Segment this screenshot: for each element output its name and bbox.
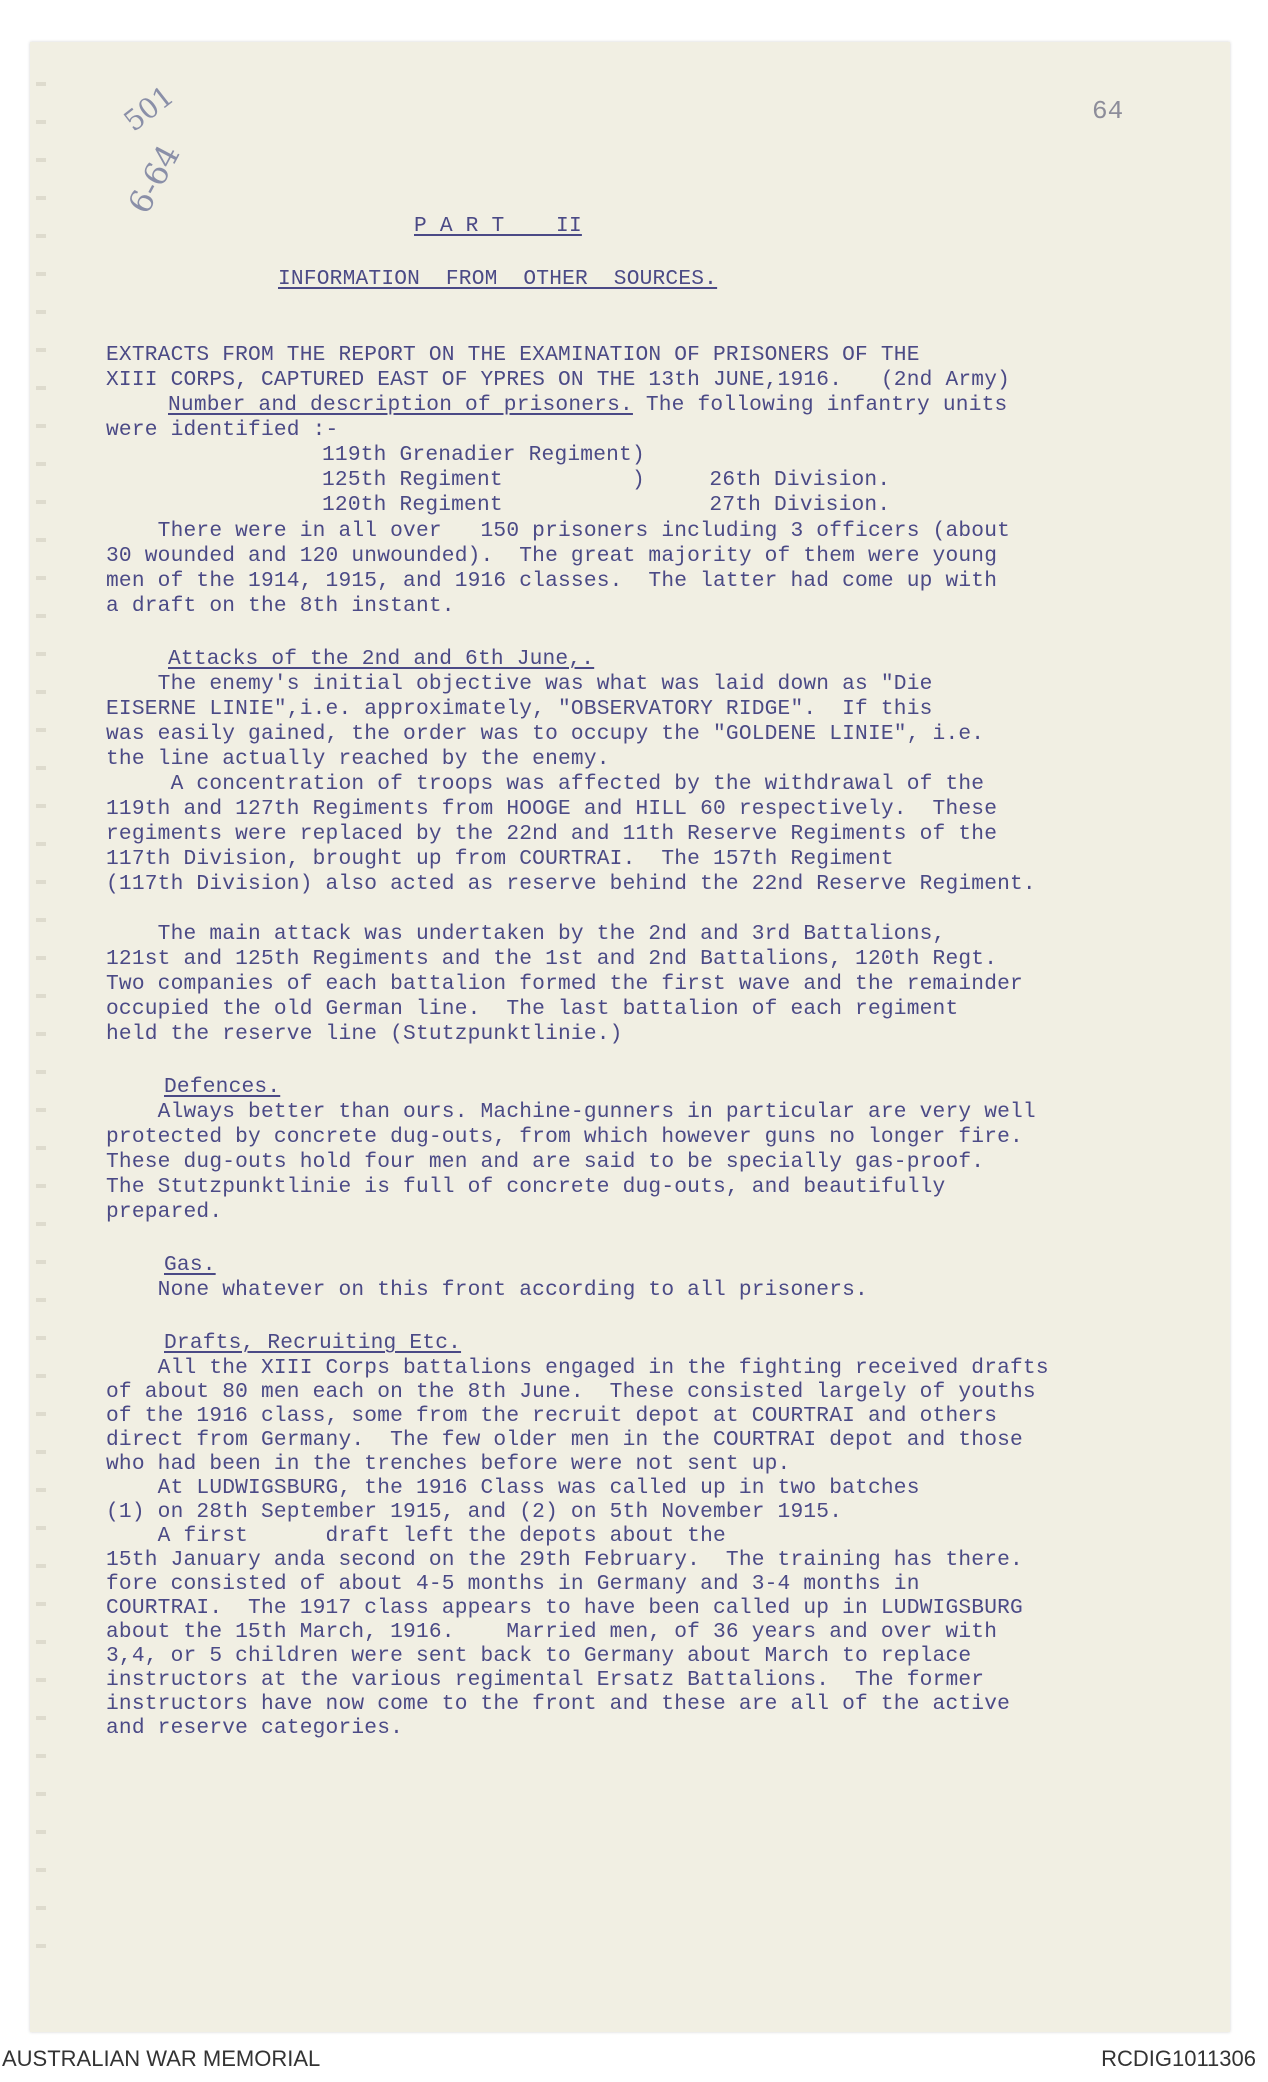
defences-body-line: prepared.: [106, 1200, 223, 1224]
drafts-body-line: All the XIII Corps battalions engaged in the fighting received drafts: [106, 1356, 1049, 1380]
prisoners-heading: Number and description of prisoners.: [168, 393, 633, 417]
drafts-body-line: fore consisted of about 4-5 months in Germany and 3-4 months in: [106, 1572, 920, 1596]
attacks-body-line: regiments were replaced by the 22nd and 11th Reserve Regiments of the: [106, 822, 998, 846]
attacks-body2-line: held the reserve line (Stutzpunktlinie.): [106, 1022, 623, 1046]
prisoners-heading-line: [168, 393, 1007, 418]
prisoners-lead: The following infantry units: [632, 393, 1008, 417]
gas-body: None whatever on this front according to all prisoners.: [106, 1278, 868, 1302]
attacks-body2-line: 121st and 125th Regiments and the 1st and 2nd Battalions, 120th Regt.: [106, 947, 998, 971]
defences-heading: Defences.: [164, 1075, 281, 1099]
drafts-body-line: of about 80 men each on the 8th June. These consisted largely of youths: [106, 1380, 1036, 1404]
drafts-body-line: who had been in the trenches before were not sent up.: [106, 1452, 791, 1476]
prisoners-body-line: men of the 1914, 1915, and 1916 classes. The latter had come up with: [106, 569, 998, 593]
prisoners-lead-2: were identified :-: [106, 418, 339, 442]
attacks-body-line: A concentration of troops was affected by the withdrawal of the: [106, 772, 985, 796]
attacks-body2-line: Two companies of each battalion formed the first wave and the remainder: [106, 972, 1023, 996]
drafts-body-line: (1) on 28th September 1915, and (2) on 5th November 1915.: [106, 1500, 843, 1524]
folio-range-annotation: 6-64: [120, 138, 188, 220]
prisoners-body-line: There were in all over 150 prisoners including 3 officers (about: [106, 519, 1011, 543]
attacks-body-line: (117th Division) also acted as reserve behind the 22nd Reserve Regiment.: [106, 872, 1036, 896]
drafts-body-line: At LUDWIGSBURG, the 1916 Class was called up in two batches: [106, 1476, 920, 1500]
drafts-body-line: A first draft left the depots about the: [106, 1524, 726, 1548]
prisoners-body-line: a draft on the 8th instant.: [106, 594, 455, 618]
prisoners-body-line: 30 wounded and 120 unwounded). The great majority of them were young: [106, 544, 998, 568]
attacks-body2-line: The main attack was undertaken by the 2nd and 3rd Battalions,: [106, 922, 946, 946]
attacks-body-line: the line actually reached by the enemy.: [106, 747, 610, 771]
attacks-heading: Attacks of the 2nd and 6th June,.: [168, 647, 595, 671]
defences-body-line: Always better than ours. Machine-gunners in particular are very well: [106, 1100, 1036, 1124]
attacks-body-line: 119th and 127th Regiments from HOOGE and HILL 60 respectively. These: [106, 797, 998, 821]
drafts-body-line: instructors at the various regimental Ersatz Battalions. The former: [106, 1668, 985, 1692]
drafts-body-line: direct from Germany. The few older men in the COURTRAI depot and those: [106, 1428, 1023, 1452]
attacks-body-line: was easily gained, the order was to occupy the "GOLDENE LINIE", i.e.: [106, 722, 985, 746]
drafts-body-line: of the 1916 class, some from the recruit depot at COURTRAI and others: [106, 1404, 998, 1428]
intro-line-1: EXTRACTS FROM THE REPORT ON THE EXAMINATION OF PRISONERS OF THE: [106, 343, 920, 367]
attacks-body-line: EISERNE LINIE",i.e. approximately, "OBSERVATORY RIDGE". If this: [106, 697, 933, 721]
section-subtitle: INFORMATION FROM OTHER SOURCES.: [278, 267, 718, 291]
drafts-body-line: 15th January anda second on the 29th February. The training has there.: [106, 1548, 1023, 1572]
footer-record-id: RCDIG1011306: [1101, 2046, 1256, 2071]
gas-heading: Gas.: [164, 1253, 216, 1277]
drafts-body-line: instructors have now come to the front and these are all of the active: [106, 1692, 1011, 1716]
part-heading: P A R T II: [414, 214, 582, 238]
attacks-body2-line: occupied the old German line. The last battalion of each regiment: [106, 997, 959, 1021]
attacks-body-line: The enemy's initial objective was what was laid down as "Die: [106, 672, 933, 696]
page-number: 64: [1092, 96, 1124, 126]
drafts-body-line: and reserve categories.: [106, 1716, 404, 1740]
defences-body-line: protected by concrete dug-outs, from which however guns no longer fire.: [106, 1125, 1023, 1149]
footer-institution: AUSTRALIAN WAR MEMORIAL: [2, 2046, 321, 2071]
unit-line: 125th Regiment ) 26th Division.: [322, 468, 891, 492]
archive-number-annotation: 501: [117, 79, 180, 138]
unit-line: 120th Regiment 27th Division.: [322, 493, 891, 517]
unit-line: 119th Grenadier Regiment): [322, 443, 645, 467]
attacks-body-line: 117th Division, brought up from COURTRAI. The 157th Regiment: [106, 847, 894, 871]
drafts-body-line: COURTRAI. The 1917 class appears to have been called up in LUDWIGSBURG: [106, 1596, 1023, 1620]
perforation-edge: [36, 82, 46, 1982]
defences-body-line: The Stutzpunktlinie is full of concrete dug-outs, and beautifully: [106, 1175, 946, 1199]
intro-line-2: XIII CORPS, CAPTURED EAST OF YPRES ON THE 13th JUNE,1916. (2nd Army): [106, 368, 1011, 392]
drafts-body-line: about the 15th March, 1916. Married men, of 36 years and over with: [106, 1620, 998, 1644]
drafts-body-line: 3,4, or 5 children were sent back to Germany about March to replace: [106, 1644, 972, 1668]
drafts-heading: Drafts, Recruiting Etc.: [164, 1331, 462, 1355]
defences-body-line: These dug-outs hold four men and are said to be specially gas-proof.: [106, 1150, 985, 1174]
